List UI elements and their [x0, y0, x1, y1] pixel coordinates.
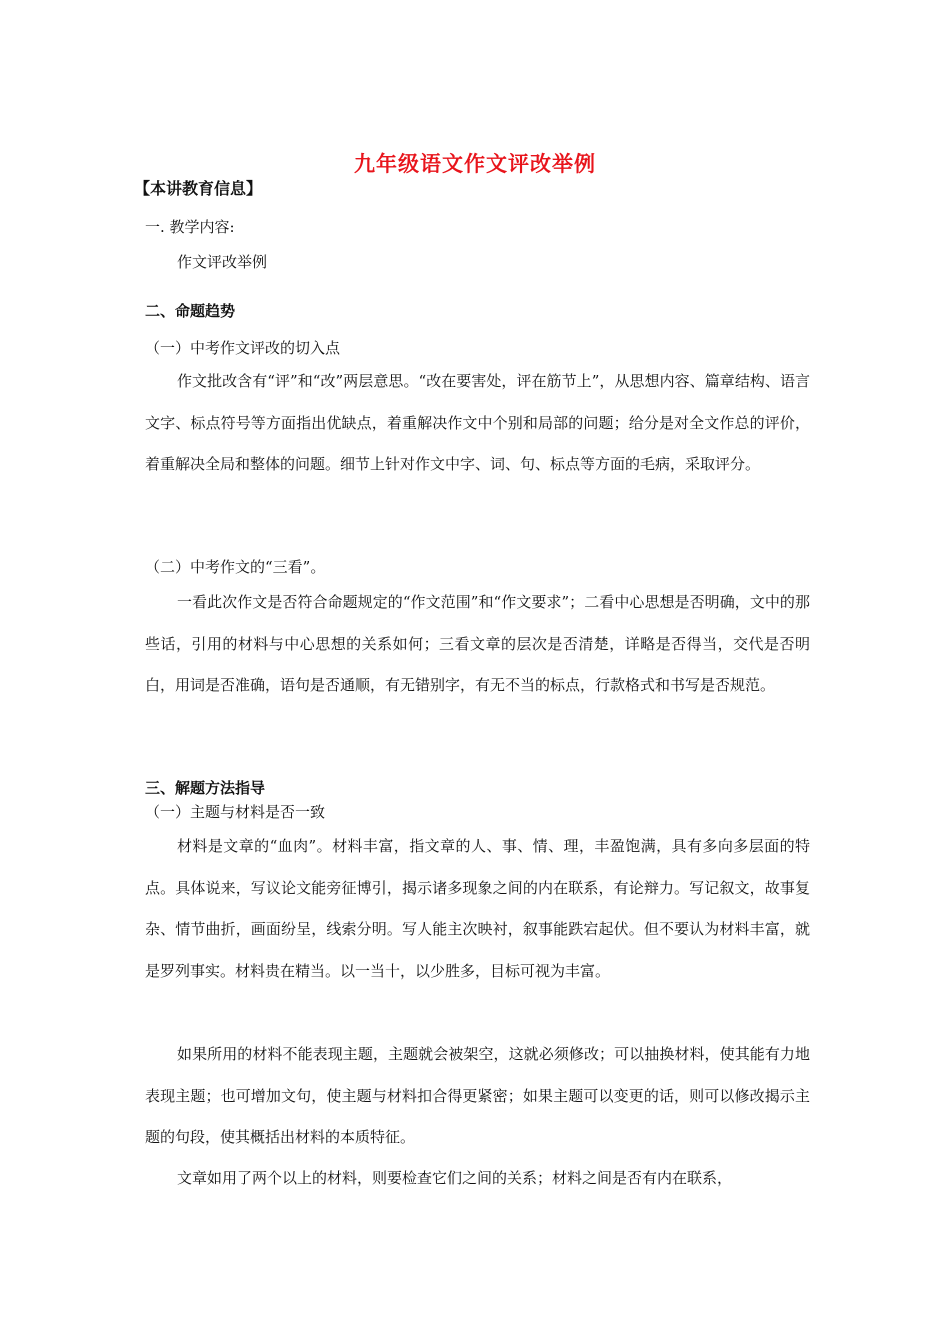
info-header: 【本讲教育信息】: [134, 179, 263, 198]
section-3-subheading-1: （一）主题与材料是否一致: [145, 803, 326, 821]
section-2-subheading-2: （二）中考作文的“三看”。: [145, 558, 326, 576]
section-1-content: 作文评改举例: [177, 253, 268, 271]
section-3-heading: 三、解题方法指导: [145, 779, 266, 797]
section-3-paragraph-3: 文章如用了两个以上的材料，则要检查它们之间的关系；材料之间是否有内在联系，: [177, 1169, 733, 1187]
section-2-paragraph-1: 作文批改含有“评”和“改”两层意思。“改在要害处，评在筋节上”，从思想内容、篇章结构、语言文字、标点符号等方面指出优缺点，着重解决作文中个别和局部的问题；给分是对全文作总的评价，着重解决全局和整体的问题。细节上针对作文中字、词、句、标点等方面的毛病，采取评分。: [145, 372, 810, 473]
section-2-heading: 二、命题趋势: [145, 302, 236, 320]
section-1-heading: 一. 教学内容:: [145, 218, 235, 236]
section-2-subheading-1: （一）中考作文评改的切入点: [145, 339, 341, 357]
document-title: 九年级语文作文评改举例: [354, 151, 596, 176]
section-3-paragraph-2: 如果所用的材料不能表现主题，主题就会被架空，这就必须修改；可以抽换材料，使其能有力地表现主题；也可增加文句，使主题与材料扣合得更紧密；如果主题可以变更的话，则可以修改揭示主题的句段，使其概括出材料的本质特征。: [145, 1045, 810, 1146]
section-3-paragraph-1: 材料是文章的“血肉”。材料丰富，指文章的人、事、情、理，丰盈饱满，具有多向多层面的特点。具体说来，写议论文能旁征博引，揭示诸多现象之间的内在联系，有论辩力。写记叙文，故事复杂、情节曲折，画面纷呈，线索分明。写人能主次映衬，叙事能跌宕起伏。但不要认为材料丰富，就是罗列事实。材料贵在精当。以一当十，以少胜多，目标可视为丰富。: [145, 837, 810, 980]
section-2-paragraph-2: 一看此次作文是否符合命题规定的“作文范围”和“作文要求”；二看中心思想是否明确，文中的那些话，引用的材料与中心思想的关系如何；三看文章的层次是否清楚，详略是否得当，交代是否明白，用词是否准确，语句是否通顺，有无错别字，有无不当的标点，行款格式和书写是否规范。: [145, 593, 810, 694]
